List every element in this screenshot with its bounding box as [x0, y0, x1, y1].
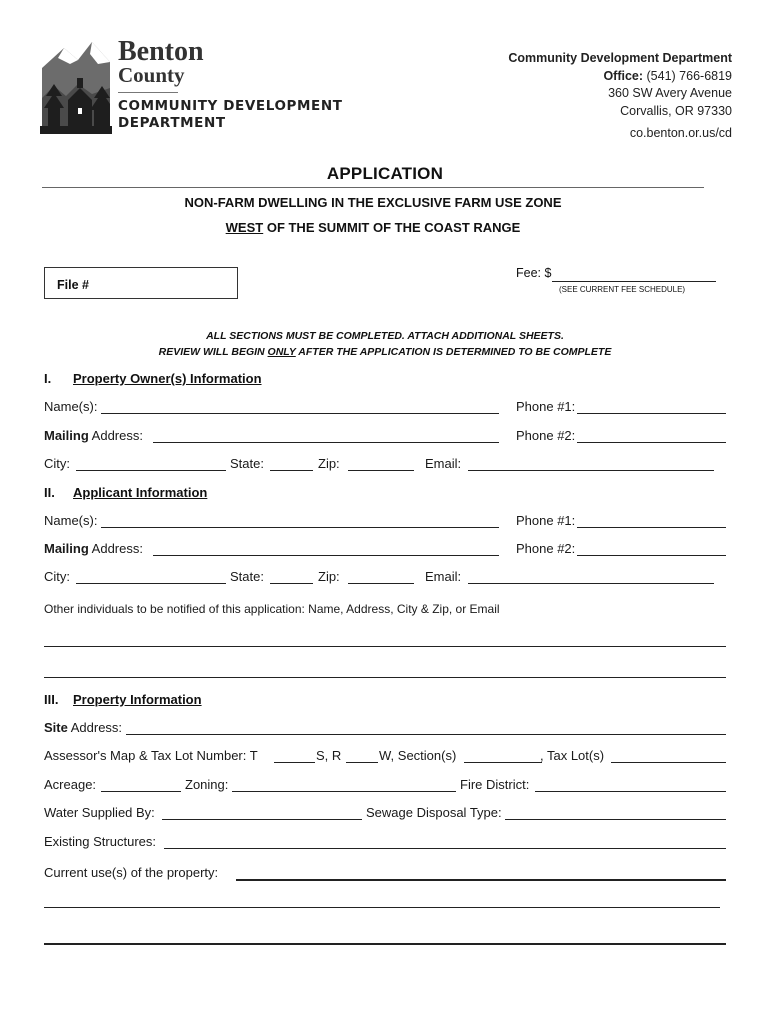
file-number-box[interactable]: [44, 267, 238, 299]
site-address-field[interactable]: [126, 734, 726, 735]
applicant-email-label: Email:: [425, 569, 462, 584]
contact-department: Community Development Department: [508, 51, 732, 65]
applicant-mailing-rest: Address:: [88, 541, 143, 556]
owner-email-label: Email:: [425, 456, 462, 471]
instructions-line2-pre: REVIEW WILL BEGIN: [158, 346, 268, 358]
logo-divider: [118, 92, 178, 93]
township-field[interactable]: [274, 762, 315, 763]
applicant-names-field[interactable]: [101, 527, 499, 528]
other-individuals-line1[interactable]: [44, 646, 726, 647]
applicant-mailing-field[interactable]: [153, 555, 499, 556]
logo-dept-line2: DEPARTMENT: [118, 115, 226, 131]
owner-city-field[interactable]: [76, 470, 226, 471]
logo-dept-line1: COMMUNITY DEVELOPMENT: [118, 98, 343, 114]
owner-zip-field[interactable]: [348, 470, 414, 471]
contact-office: [508, 68, 732, 86]
section-field[interactable]: [464, 762, 542, 763]
contact-website[interactable]: co.benton.or.us/cd: [629, 126, 732, 141]
subtitle-rest: OF THE SUMMIT OF THE COAST RANGE: [263, 220, 521, 235]
other-individuals-line2[interactable]: [44, 677, 726, 678]
contact-street: 360 SW Avery Avenue: [608, 86, 732, 101]
applicant-phone2-field[interactable]: [577, 555, 726, 556]
applicant-email-field[interactable]: [468, 583, 714, 584]
owner-phone1-label: Phone #1:: [516, 399, 576, 414]
section3-title: Property Information: [73, 692, 202, 707]
applicant-city-field[interactable]: [76, 583, 226, 584]
owner-zip-label: Zip:: [318, 456, 340, 471]
fire-district-label: Fire District:: [460, 777, 530, 792]
fee-note: (SEE CURRENT FEE SCHEDULE): [559, 285, 686, 294]
other-individuals-label: Other individuals to be notified of this application: Name, Address, City & Zip, or Email: [44, 602, 500, 616]
sewage-field[interactable]: [505, 819, 726, 820]
contact-block: [508, 50, 732, 143]
applicant-phone1-label: Phone #1:: [516, 513, 576, 528]
section2-number: II.: [44, 485, 55, 500]
instructions-line2-post: AFTER THE APPLICATION IS DETERMINED TO BE COMPLETE: [295, 346, 612, 358]
owner-names-label: Name(s):: [44, 399, 98, 414]
contact-city: Corvallis, OR 97330: [620, 103, 732, 118]
logo-department: [118, 98, 343, 132]
owner-mailing-label: [44, 428, 143, 443]
current-use-field[interactable]: [236, 879, 726, 881]
fee-label: Fee: $: [516, 266, 552, 280]
instructions-line1: ALL SECTIONS MUST BE COMPLETED. ATTACH ADDITIONAL SHEETS.: [206, 330, 564, 342]
subtitle-west: WEST: [225, 220, 264, 235]
water-supply-field[interactable]: [162, 819, 362, 820]
map-tax-lot-label: Assessor's Map & Tax Lot Number: T: [44, 748, 258, 763]
owner-mailing-bold: Mailing: [44, 428, 89, 443]
owner-state-field[interactable]: [270, 470, 313, 471]
file-number-label: File #: [57, 278, 89, 292]
instructions-line2: [0, 346, 770, 358]
section2-heading: [44, 485, 207, 500]
office-phone: (541) 766-6819: [646, 68, 732, 83]
section-label: W, Section(s): [379, 748, 457, 763]
section1-heading: [44, 371, 262, 386]
range-label: S, R: [316, 748, 342, 763]
current-use-extra-line[interactable]: [44, 907, 720, 908]
section1-title: Property Owner(s) Information: [73, 371, 262, 386]
applicant-phone2-label: Phone #2:: [516, 541, 576, 556]
subtitle-line1: NON-FARM DWELLING IN THE EXCLUSIVE FARM USE ZONE: [184, 195, 562, 210]
sewage-label: Sewage Disposal Type:: [366, 805, 502, 820]
acreage-label: Acreage:: [44, 777, 97, 792]
section3-heading: [44, 692, 202, 707]
water-supply-label: Water Supplied By:: [44, 805, 155, 820]
fee-input-line[interactable]: [552, 281, 716, 282]
current-use-label: Current use(s) of the property:: [44, 865, 219, 880]
section2-title: Applicant Information: [73, 485, 208, 500]
logo-name-benton: Benton: [118, 36, 204, 67]
applicant-names-label: Name(s):: [44, 513, 98, 528]
site-bold: Site: [44, 720, 68, 735]
fire-district-field[interactable]: [535, 791, 726, 792]
applicant-zip-label: Zip:: [318, 569, 340, 584]
site-address-label: [44, 720, 122, 735]
applicant-mailing-label: [44, 541, 143, 556]
applicant-city-label: City:: [44, 569, 70, 584]
range-field[interactable]: [346, 762, 378, 763]
existing-structures-label: Existing Structures:: [44, 834, 156, 849]
office-label: Office:: [603, 68, 644, 83]
owner-email-field[interactable]: [468, 470, 714, 471]
zoning-label: Zoning:: [185, 777, 229, 792]
page-title: APPLICATION: [326, 164, 444, 183]
title-divider: [42, 187, 704, 188]
section1-number: I.: [44, 371, 52, 386]
owner-mailing-field[interactable]: [153, 442, 499, 443]
acreage-field[interactable]: [101, 791, 181, 792]
owner-phone1-field[interactable]: [577, 413, 726, 414]
applicant-state-label: State:: [230, 569, 264, 584]
owner-names-field[interactable]: [101, 413, 499, 414]
section3-number: III.: [44, 692, 59, 707]
logo-name-county: County: [118, 63, 185, 87]
current-use-extra-line2[interactable]: [44, 943, 726, 945]
applicant-mailing-bold: Mailing: [44, 541, 89, 556]
owner-mailing-rest: Address:: [88, 428, 143, 443]
zoning-field[interactable]: [232, 791, 456, 792]
owner-state-label: State:: [230, 456, 264, 471]
owner-phone2-field[interactable]: [577, 442, 726, 443]
applicant-zip-field[interactable]: [348, 583, 414, 584]
tax-lot-field[interactable]: [611, 762, 726, 763]
owner-city-label: City:: [44, 456, 70, 471]
subtitle-line2: [0, 220, 746, 235]
owner-phone2-label: Phone #2:: [516, 428, 576, 443]
existing-structures-field[interactable]: [164, 848, 726, 849]
site-rest: Address:: [67, 720, 123, 735]
instructions-only: ONLY: [267, 346, 296, 358]
tax-lot-label: , Tax Lot(s): [540, 748, 605, 763]
applicant-phone1-field[interactable]: [577, 527, 726, 528]
applicant-state-field[interactable]: [270, 583, 313, 584]
